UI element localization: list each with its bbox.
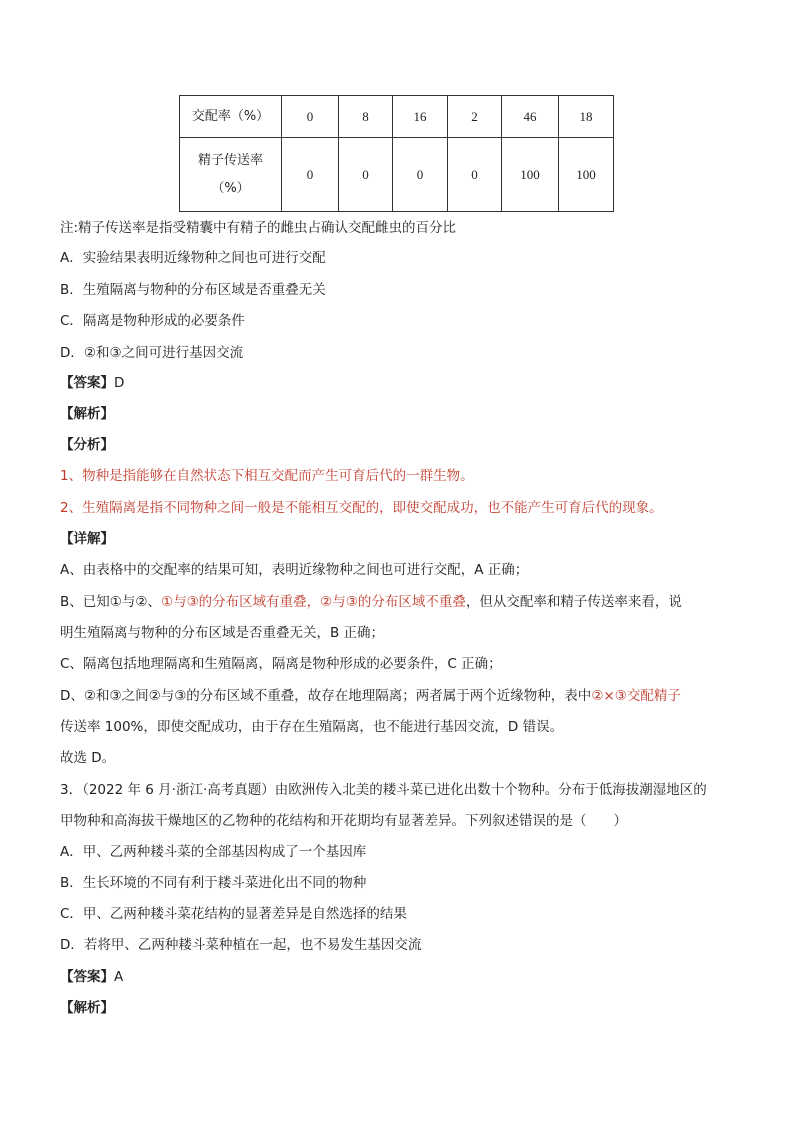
detail-text: D、②和③之间②与③的分布区域不重叠，故存在地理隔离；两者属于两个近缘物种，表中 xyxy=(60,688,592,704)
table-cell: 18 xyxy=(559,96,614,138)
table-cell: 0 xyxy=(339,138,393,212)
row-header-sperm-transfer-rate xyxy=(180,138,282,212)
option-a: A．实验结果表明近缘物种之间也可进行交配 xyxy=(60,250,326,266)
table-cell: 0 xyxy=(393,138,448,212)
table-row xyxy=(180,138,614,212)
fenxi-point: 1、物种是指能够在自然状态下相互交配而产生可育后代的一群生物。 xyxy=(60,468,474,484)
table-cell: 0 xyxy=(448,138,502,212)
detail-b-line2: 明生殖隔离与物种的分布区域是否重叠无关，B 正确； xyxy=(60,625,385,641)
answer-label: 【答案】 xyxy=(60,969,114,985)
detail-text: ，但从交配率和精子传送率来看，说 xyxy=(465,594,682,610)
row-header-line: 精子传送率 xyxy=(197,152,263,168)
table-cell: 16 xyxy=(393,96,448,138)
detail-b-line1 xyxy=(60,592,682,612)
analysis-label: 【解析】 xyxy=(60,406,114,422)
q3-option-b: B．生长环境的不同有利于耧斗菜进化出不同的物种 xyxy=(60,875,367,891)
mating-rate-table xyxy=(179,95,614,212)
q3-option-c: C．甲、乙两种耧斗菜花结构的显著差异是自然选择的结果 xyxy=(60,906,407,922)
q3-stem-line1: 3．（2022 年 6 月·浙江·高考真题）由欧洲传入北美的耧斗菜已进化出数十个物种。分布于低海拔潮湿地区的 xyxy=(60,782,707,798)
detail-text: B、已知①与②、 xyxy=(60,594,161,610)
detail-c: C、隔离包括地理隔离和生殖隔离，隔离是物种形成的必要条件，C 正确； xyxy=(60,656,502,672)
detail-label: 【详解】 xyxy=(60,531,114,547)
detail-d-line1 xyxy=(60,686,681,706)
table-note: 注:精子传送率是指受精囊中有精子的雌虫占确认交配雌虫的百分比 xyxy=(60,220,457,236)
q3-analysis-label: 【解析】 xyxy=(60,1000,114,1016)
conclusion: 故选 D。 xyxy=(60,750,116,766)
detail-highlight: ②×③交配精子 xyxy=(591,688,681,704)
answer-label: 【答案】 xyxy=(60,375,114,391)
detail-a: A、由表格中的交配率的结果可知，表明近缘物种之间也可进行交配，A 正确； xyxy=(60,562,529,578)
q3-stem-line2: 甲物种和高海拔干燥地区的乙物种的花结构和开花期均有显著差异。下列叙述错误的是（ ） xyxy=(60,813,627,829)
table-cell: 2 xyxy=(448,96,502,138)
q3-option-d: D．若将甲、乙两种耧斗菜种植在一起，也不易发生基因交流 xyxy=(60,937,422,953)
detail-highlight: ①与③的分布区域有重叠，②与③的分布区域不重叠 xyxy=(160,594,466,610)
detail-d-line2: 传送率 100%，即使交配成功，由于存在生殖隔离，也不能进行基因交流，D 错误。 xyxy=(60,719,564,735)
table-cell: 100 xyxy=(559,138,614,212)
q3-option-a: A．甲、乙两种耧斗菜的全部基因构成了一个基因库 xyxy=(60,844,367,860)
answer-line xyxy=(60,373,124,393)
table-cell: 46 xyxy=(502,96,559,138)
fenxi-point: 2、生殖隔离是指不同物种之间一般是不能相互交配的，即使交配成功，也不能产生可育后代的现象。 xyxy=(60,500,663,516)
option-d: D．②和③之间可进行基因交流 xyxy=(60,345,244,361)
option-b: B．生殖隔离与物种的分布区域是否重叠无关 xyxy=(60,282,326,298)
fenxi-label: 【分析】 xyxy=(60,437,114,453)
row-header-mating-rate: 交配率（%） xyxy=(180,96,282,138)
table-cell: 0 xyxy=(282,96,339,138)
answer-value: A xyxy=(114,969,124,985)
option-c: C．隔离是物种形成的必要条件 xyxy=(60,313,245,329)
q3-answer-line xyxy=(60,967,123,987)
row-header-line: （%） xyxy=(211,180,250,196)
table-cell: 100 xyxy=(502,138,559,212)
table-row xyxy=(180,96,614,138)
table-cell: 8 xyxy=(339,96,393,138)
answer-value: D xyxy=(114,375,125,391)
table-cell: 0 xyxy=(282,138,339,212)
